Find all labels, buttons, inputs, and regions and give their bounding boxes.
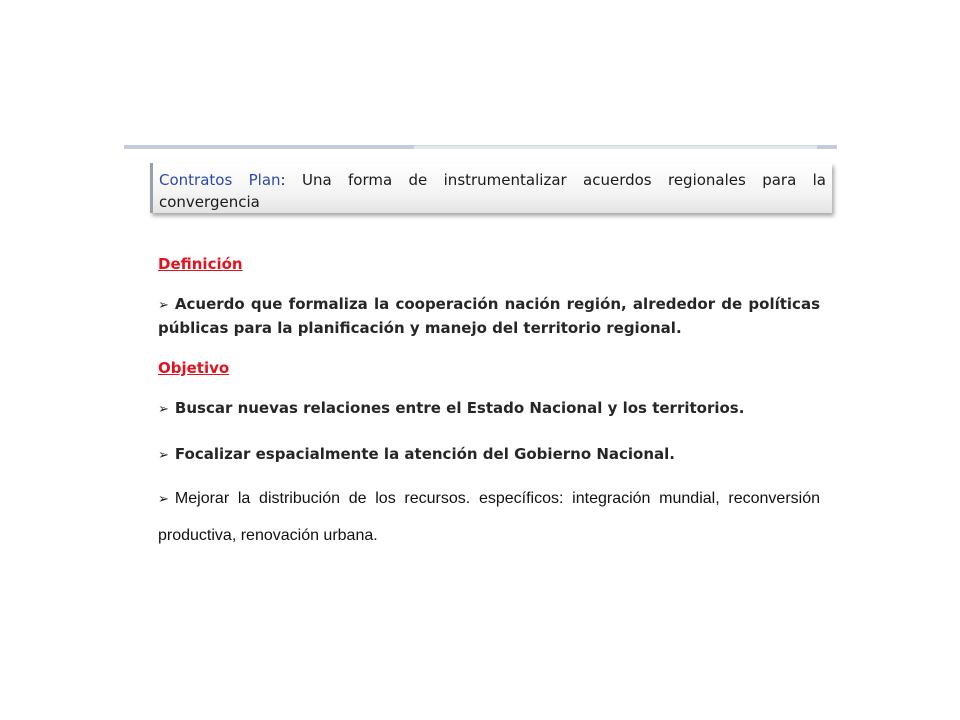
objetivo-bullet-2-text: Focalizar espacialmente la atención del Gobierno Nacional. bbox=[174, 445, 675, 463]
definicion-bullet bbox=[158, 293, 820, 339]
page-title bbox=[159, 169, 826, 213]
objetivo-bullet-1-text: Buscar nuevas relaciones entre el Estado Nacional y los territorios. bbox=[174, 399, 745, 417]
title-banner bbox=[150, 163, 832, 213]
heading-definicion: Definición bbox=[158, 255, 243, 273]
arrowhead-bullet-icon: ➢ bbox=[158, 448, 169, 463]
objetivo-bullet-2 bbox=[158, 443, 820, 467]
objetivo-bullet-3-text: Mejorar la distribución de los recursos. específicos: integración mundial, reconversión productiva, renovación urbana. bbox=[158, 490, 820, 544]
heading-objetivo: Objetivo bbox=[158, 359, 230, 377]
title-accent: Contratos Plan bbox=[159, 171, 281, 189]
slide-content bbox=[158, 253, 820, 554]
title-rest: : Una forma de instrumentalizar acuerdos regionales para la convergencia bbox=[159, 171, 826, 211]
objetivo-bullet-3 bbox=[158, 481, 820, 554]
arrowhead-bullet-icon: ➢ bbox=[158, 298, 169, 313]
top-divider bbox=[124, 145, 837, 149]
arrowhead-bullet-icon: ➢ bbox=[158, 492, 169, 507]
arrowhead-bullet-icon: ➢ bbox=[158, 402, 169, 417]
definicion-bullet-text: Acuerdo que formaliza la cooperación nación región, alrededor de políticas públicas para la planificación y manejo del territorio regional. bbox=[158, 295, 820, 337]
objetivo-bullet-1 bbox=[158, 397, 820, 421]
